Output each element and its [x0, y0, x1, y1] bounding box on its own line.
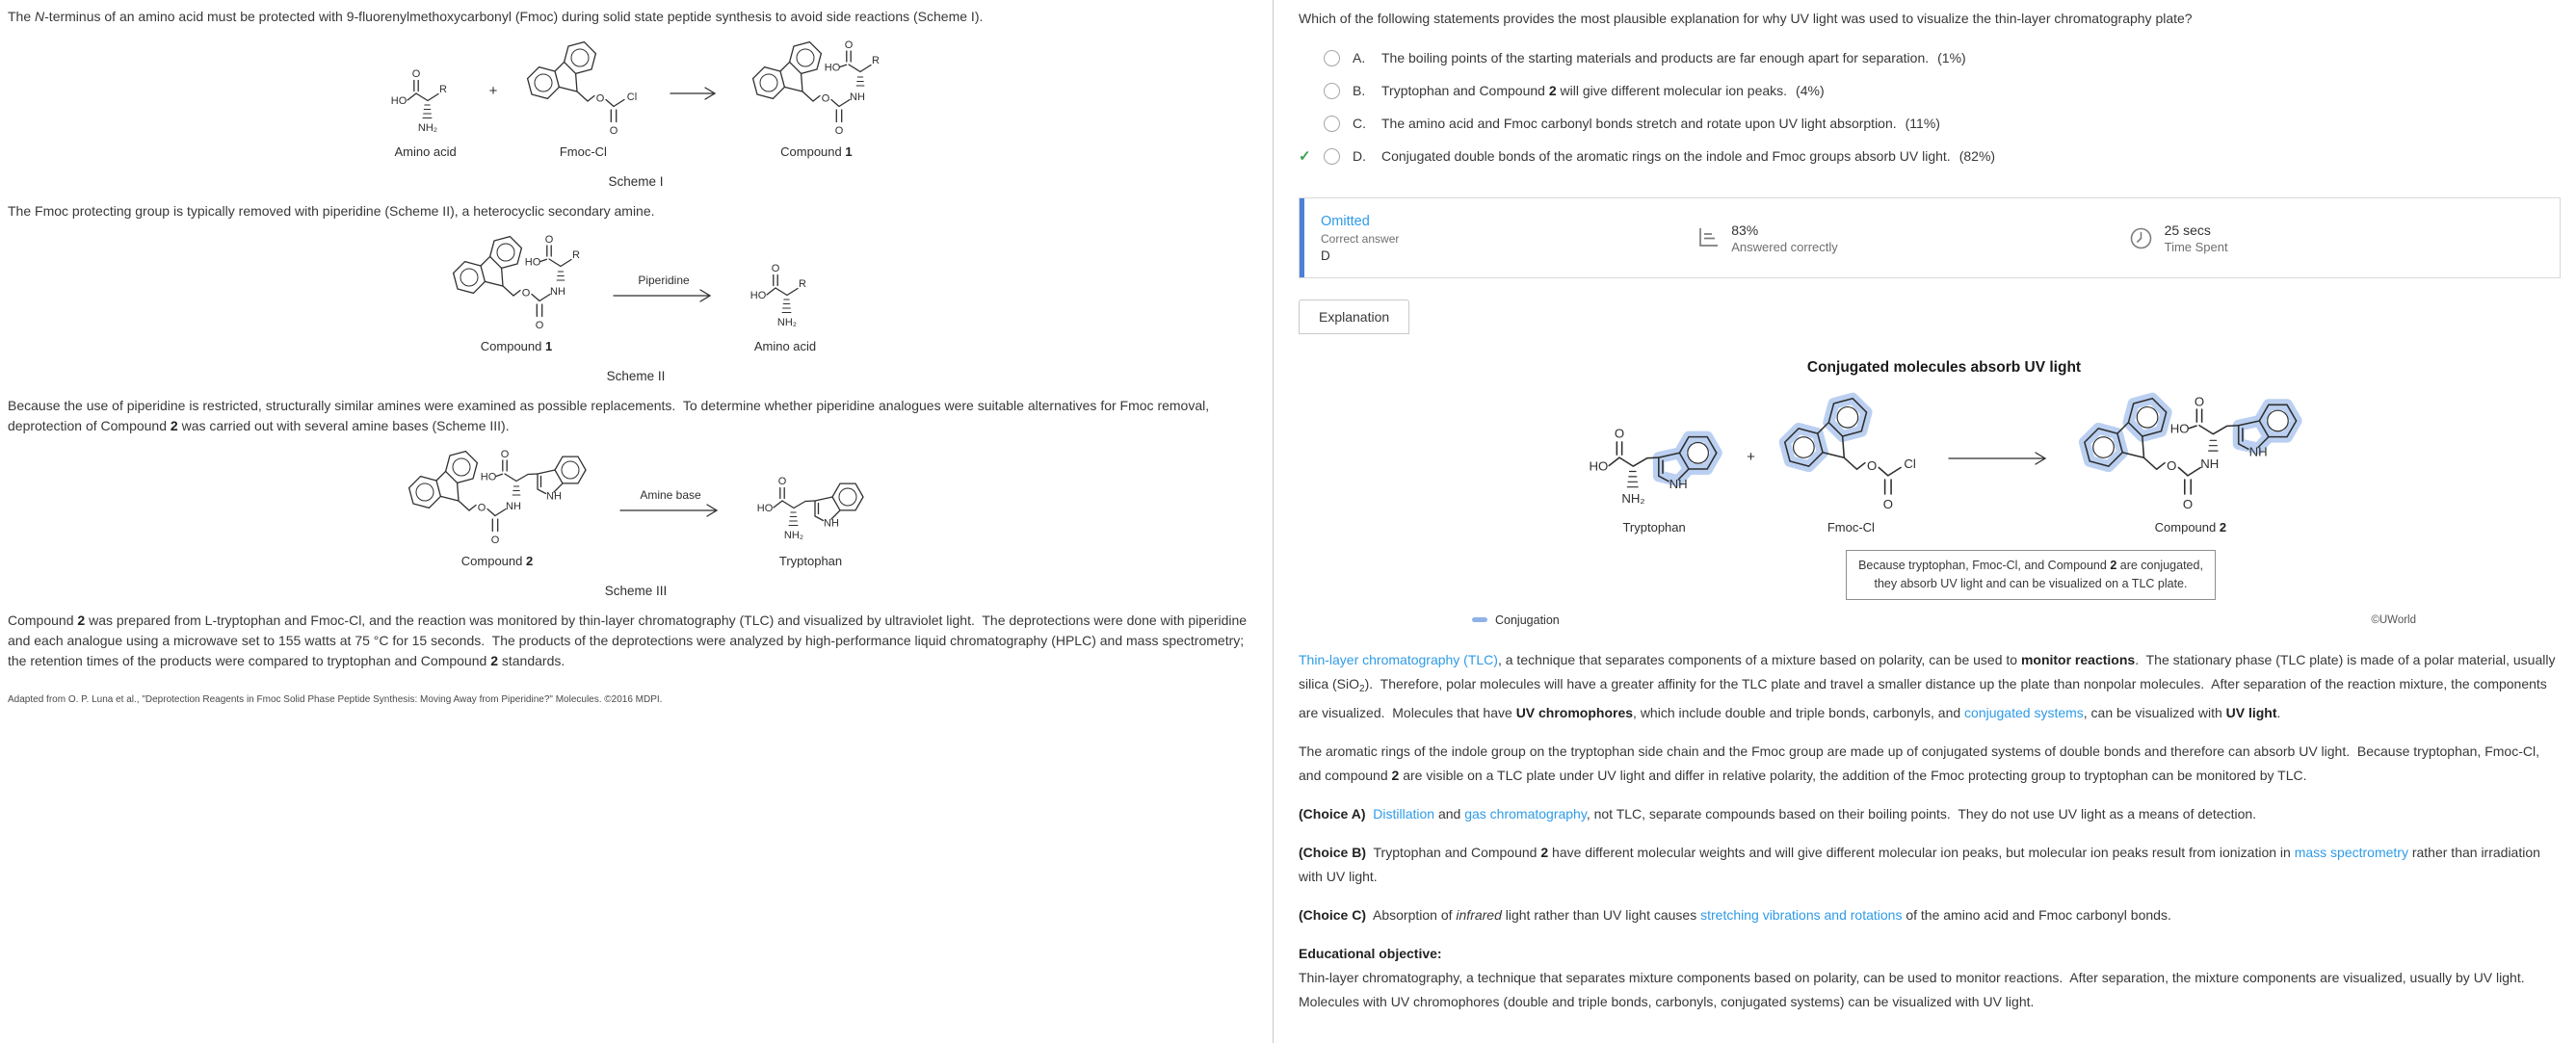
educational-objective-title: Educational objective:	[1299, 945, 1442, 961]
text-segment: 2	[490, 653, 498, 668]
text-segment: Compound	[460, 554, 526, 568]
choice-letter: B.	[1353, 83, 1366, 98]
time-spent-label: Time Spent	[2164, 239, 2228, 254]
answer-choice-row-a[interactable]	[1299, 41, 2561, 74]
result-accent-bar	[1300, 198, 1304, 277]
text-segment: Compound	[2154, 520, 2220, 535]
compound-1-structure	[448, 231, 585, 353]
choice-text	[1381, 50, 1929, 65]
text-segment: Compound	[8, 613, 78, 628]
arrow-icon	[610, 273, 722, 303]
result-card	[1299, 197, 2561, 278]
source-citation: Adapted from O. P. Luna et al., "Deprotection Reagents in Fmoc Solid Phase Peptide Synthesis: Moving Away from Piperidine?" Molecules. ©2016 MDPI.	[8, 694, 663, 705]
tlc-link[interactable]: Thin-layer chromatography (TLC)	[1299, 651, 1498, 667]
text-segment: 2	[77, 613, 86, 628]
plus-operator: +	[1747, 448, 1755, 465]
choice-letter: A.	[1353, 50, 1366, 65]
passage-panel	[0, 0, 1272, 1043]
reaction-arrow	[669, 83, 723, 104]
choice-a-radio[interactable]	[1324, 50, 1340, 66]
text-segment: 2	[1359, 683, 1365, 694]
tryptophan-drawing	[753, 467, 869, 548]
result-status: Omitted	[1321, 213, 1370, 229]
result-status-block	[1300, 214, 1695, 263]
text-segment: are conjugated,	[2116, 559, 2203, 572]
answered-correctly-label: Answered correctly	[1731, 239, 1838, 254]
question-panel	[1274, 0, 2576, 1043]
text-segment: Compound	[780, 144, 846, 159]
choice-d-radio[interactable]	[1324, 148, 1340, 165]
passage-paragraph-4	[8, 611, 1264, 671]
compound-1-structure	[748, 37, 884, 159]
text-segment: was prepared from L-tryptophan and Fmoc-Cl, and the reaction was monitored by thin-layer chromatography (TLC) and visualized by ultraviolet light. The deprotections were done with piperidine and each analogue using a microwave set to 155 watts at 75 °C for 15 seconds. The products of the deprotections were analyzed by high-performance liquid chromatography (HPLC) and mass spectrometry; the retention times of the products were compared to tryptophan and Compound	[8, 613, 1250, 668]
choice-percentage: (4%)	[1796, 83, 1825, 98]
explanation-choice-a	[1299, 802, 2561, 826]
molecule-label: Tryptophan	[1622, 520, 1686, 535]
compound-1-drawing	[448, 231, 585, 333]
svg-text:Piperidine: Piperidine	[638, 273, 690, 287]
text-segment: was carried out with several amine bases (Scheme III).	[177, 418, 510, 433]
choice-text	[1381, 116, 1897, 131]
text-segment: Because the use of piperidine is restricted, structurally similar amines were examined as possible replacements. To determine whether piperidine analogues were suitable alternatives for Fmoc removal, deprotection of Compound	[8, 398, 1214, 433]
text-segment: standards.	[497, 653, 565, 668]
plus-operator: +	[488, 83, 498, 99]
reaction-arrow	[1947, 448, 2055, 469]
correct-answer-check-icon: ✓	[1299, 148, 1311, 165]
answer-choice-row-c[interactable]	[1299, 107, 2561, 140]
amino-acid-drawing	[747, 260, 824, 333]
text-segment: -terminus of an amino acid must be protected with 9-fluorenylmethoxycarbonyl (Fmoc) during solid state peptide synthesis to avoid side reactions (Scheme I).	[44, 9, 984, 24]
fmoc-cl-drawing	[522, 37, 644, 139]
text-segment: Because tryptophan, Fmoc-Cl, and Compound	[1858, 559, 2111, 572]
compound-2-drawing	[404, 446, 591, 548]
correct-answer-label: Correct answer	[1321, 231, 1400, 246]
molecule-label	[481, 339, 552, 353]
text-segment: of the amino acid and Fmoc carbonyl bonds.	[1902, 906, 2171, 923]
text-segment: The aromatic rings of the indole group on the tryptophan side chain and the Fmoc group are made up of conjugated systems of double bonds and therefore can absorb UV light. Because tryptophan, Fmoc-Cl, and compound	[1299, 743, 2543, 783]
explanation-choice-b	[1299, 841, 2561, 889]
choice-letter: D.	[1353, 148, 1366, 164]
arrow-icon	[669, 83, 723, 104]
text-segment: ). Therefore, polar molecules will have a greater affinity for the TLC plate and travel a smaller distance up the plate than nonpolar molecules. After separation of the reaction mixture, the components are visualized. Molecules that have	[1299, 675, 2551, 720]
svg-text:Amine base: Amine base	[639, 487, 701, 502]
arrow-icon	[1947, 448, 2055, 469]
gas-chromatography-link[interactable]: gas chromatography	[1464, 805, 1587, 821]
tryptophan-structure	[753, 467, 869, 568]
answer-choices	[1299, 41, 2561, 172]
question-text: Which of the following statements provides the most plausible explanation for why UV light was used to visualize the thin-layer chromatography plate?	[1299, 11, 2193, 26]
uworld-copyright: ©UWorld	[2371, 613, 2416, 626]
text-segment: 2	[1540, 844, 1549, 860]
amino-acid-structure	[747, 260, 824, 353]
text-segment: The	[8, 9, 36, 24]
text-segment: Tryptophan and Compound	[1366, 844, 1541, 860]
arrow-icon	[617, 487, 728, 518]
answered-correctly-stat	[1695, 222, 2127, 254]
legend-label: Conjugation	[1495, 613, 1560, 627]
text-segment: Tryptophan and Compound	[1381, 83, 1549, 98]
figure-caption-line-1	[1858, 557, 2203, 575]
text-segment: 1	[845, 144, 853, 159]
choice-b-radio[interactable]	[1324, 83, 1340, 99]
text-segment: Compound	[480, 339, 545, 353]
text-segment: 2	[2219, 520, 2227, 535]
amino-acid-structure	[387, 65, 464, 159]
fmoc-cl-structure	[522, 37, 644, 159]
choice-percentage: (82%)	[1958, 148, 1996, 164]
molecule-label: Fmoc-Cl	[1827, 520, 1875, 535]
molecule-label	[461, 554, 533, 568]
text-segment: have different molecular weights and will give different molecular ion peaks, but molecular ion peaks result from ionization in	[1548, 844, 2295, 860]
conjugation-swatch-icon	[1472, 617, 1487, 622]
text-segment: UV light	[2225, 704, 2277, 720]
compound-1-drawing	[748, 37, 884, 139]
choice-percentage: (11%)	[1905, 116, 1940, 131]
text-segment: infrared	[1456, 906, 1502, 923]
answered-correctly-value: 83%	[1731, 222, 1759, 238]
text-segment: 2	[2110, 559, 2117, 572]
answered-stats-icon	[1695, 225, 1721, 250]
compound-2-drawing	[2078, 392, 2303, 514]
time-spent-stat	[2128, 222, 2560, 254]
text-segment: UV chromophores	[1515, 704, 1634, 720]
explanation-tab[interactable]: Explanation	[1299, 300, 1409, 334]
text-segment: are visible on a TLC plate under UV light and differ in relative polarity, the addition of the Fmoc protecting group to tryptophan can be monitored by TLC.	[1399, 767, 2307, 783]
molecule-label	[780, 144, 852, 159]
tryptophan-drawing	[1585, 417, 1723, 514]
text-segment: Conjugated double bonds of the aromatic rings on the indole and Fmoc groups absorb UV light.	[1381, 148, 1951, 164]
choice-text	[1381, 83, 1787, 98]
answer-choice-row-d[interactable]	[1299, 140, 2561, 172]
compound-2-highlighted-structure	[2078, 392, 2303, 535]
text-segment: Absorption of	[1366, 906, 1457, 923]
explanation-figure	[1472, 359, 2416, 627]
scheme-2-figure	[8, 231, 1264, 383]
distillation-link[interactable]: Distillation	[1373, 805, 1435, 821]
passage-paragraph-2: The Fmoc protecting group is typically removed with piperidine (Scheme II), a heterocyclic secondary amine.	[8, 203, 655, 219]
scheme-caption: Scheme III	[604, 584, 668, 598]
figure-caption-box	[1846, 550, 2216, 600]
text-segment: , can be visualized with	[2083, 704, 2226, 720]
molecule-label	[2155, 520, 2226, 535]
fmoc-cl-drawing	[1778, 392, 1924, 514]
text-segment: , not TLC, separate compounds based on their boiling points. They do not use UV light as a means of detection.	[1586, 805, 2257, 821]
scheme-1-figure	[8, 37, 1264, 189]
text-segment: will give different molecular ion peaks.	[1556, 83, 1788, 98]
clock-icon	[2128, 225, 2154, 251]
passage-paragraph-1	[8, 7, 1264, 27]
molecule-label: Amino acid	[753, 339, 817, 353]
scheme-caption: Scheme II	[606, 369, 666, 383]
compound-2-structure	[404, 446, 591, 568]
molecule-label: Amino acid	[394, 144, 457, 159]
figure-title: Conjugated molecules absorb UV light	[1806, 359, 2082, 376]
scheme-caption: Scheme I	[608, 174, 664, 189]
fmoc-cl-highlighted-structure	[1778, 392, 1924, 535]
choice-letter: C.	[1353, 116, 1366, 131]
molecule-label: Tryptophan	[778, 554, 843, 568]
text-segment: , a technique that separates components of a mixture based on polarity, can be used to	[1497, 651, 2021, 667]
conjugated-systems-link[interactable]: conjugated systems	[1964, 704, 2084, 720]
scheme-3-figure	[8, 446, 1264, 598]
text-segment: 2	[525, 554, 534, 568]
text-segment: 1	[544, 339, 553, 353]
educational-objective-text: Thin-layer chromatography, a technique that separates mixture components based on polarity, can be used to monitor reactions. After separation, the mixture components are visualized, usually by UV light. Molecules with UV chromophores (double and triple bonds, carbonyls, conjugated systems) can be visualized with UV light.	[1299, 969, 2533, 1009]
text-segment: The boiling points of the starting materials and products are far enough apart for separation.	[1381, 50, 1930, 65]
text-segment: rather than irradiation with UV light.	[1299, 844, 2544, 884]
text-segment: light rather than UV light causes	[1501, 906, 1701, 923]
text-segment: The amino acid and Fmoc carbonyl bonds stretch and rotate upon UV light absorption.	[1381, 116, 1897, 131]
explanation-choice-c	[1299, 903, 2561, 927]
explanation-paragraph-2	[1299, 740, 2561, 788]
passage-paragraph-3	[8, 396, 1264, 436]
choice-c-radio[interactable]	[1324, 116, 1340, 132]
text-segment: 2	[1391, 767, 1400, 783]
text-segment: (Choice B)	[1299, 844, 1366, 860]
explanation-paragraph-1	[1299, 648, 2561, 725]
mass-spectrometry-link[interactable]: mass spectrometry	[2294, 844, 2408, 860]
tryptophan-highlighted-structure	[1585, 417, 1723, 535]
molecule-label: Fmoc-Cl	[559, 144, 607, 159]
text-segment: N	[35, 9, 45, 24]
amino-acid-drawing	[387, 65, 464, 139]
text-segment: (Choice C)	[1299, 906, 1366, 923]
choice-text	[1381, 148, 1951, 164]
text-segment: 2	[170, 418, 178, 433]
text-segment: , which include double and triple bonds, carbonyls, and	[1633, 704, 1965, 720]
choice-percentage: (1%)	[1937, 50, 1966, 65]
time-spent-value: 25 secs	[2164, 222, 2211, 238]
reaction-arrow-labeled	[617, 487, 728, 518]
text-segment: and	[1434, 805, 1465, 821]
text-segment: (Choice A)	[1299, 805, 1366, 821]
figure-caption-line-2: they absorb UV light and can be visualized on a TLC plate.	[1874, 576, 2188, 590]
text-segment: monitor reactions	[2020, 651, 2136, 667]
stretching-vibrations-link[interactable]: stretching vibrations and rotations	[1700, 906, 1903, 923]
text-segment: . The stationary phase (TLC plate) is made of a polar material, usually silica (SiO	[1299, 651, 2560, 691]
correct-answer-value: D	[1321, 248, 1330, 263]
reaction-arrow-labeled	[610, 273, 722, 303]
conjugation-legend	[1472, 613, 1560, 627]
text-segment: .	[2276, 704, 2281, 720]
answer-choice-row-b[interactable]	[1299, 74, 2561, 107]
text-segment: 2	[1548, 83, 1557, 98]
